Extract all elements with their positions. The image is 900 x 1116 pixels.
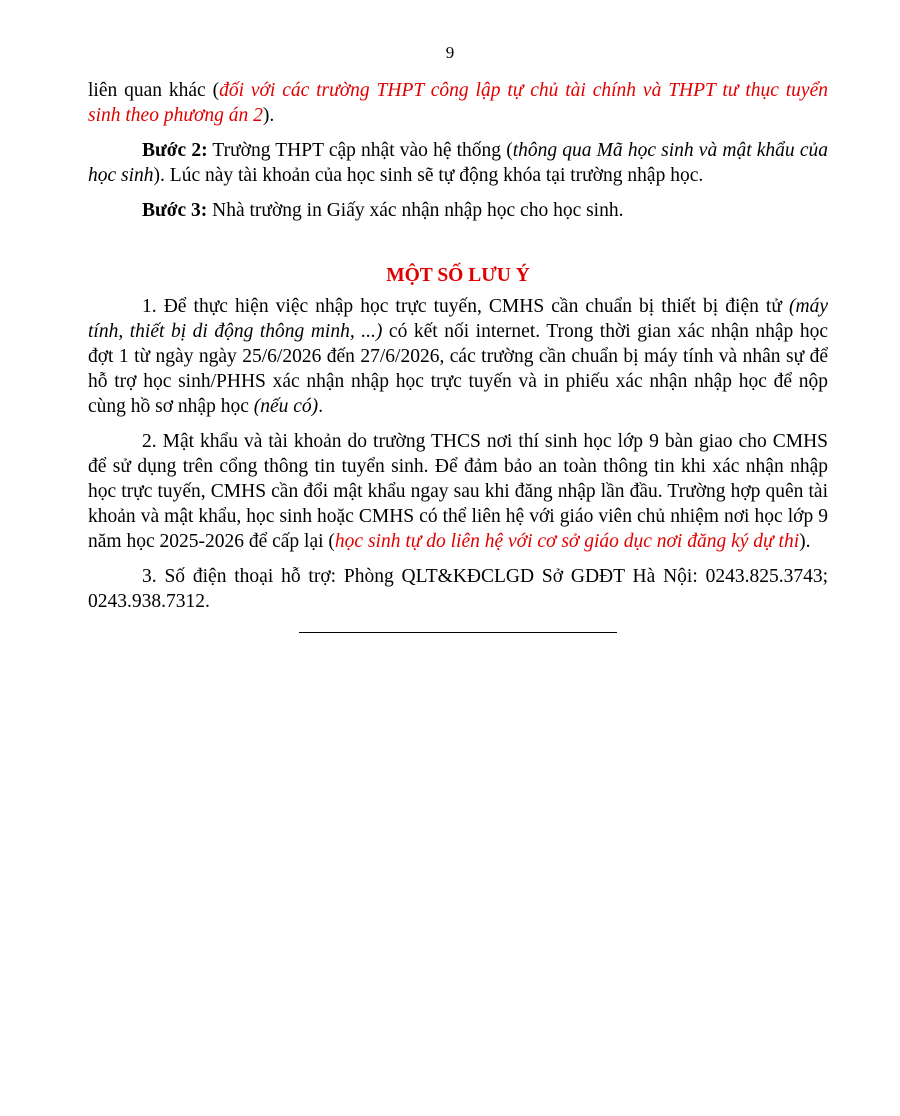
note-1-text-b: có kết nối internet. Trong thời gian xác nhận nhập học đợt 1 từ ngày ngày 25/6/2026 đến 27/6/2026, các trường cần chuẩn bị máy tính và nhân sự để hỗ trợ học sinh/PHHS xác nhận nhập học trực tuyến và in phiếu xác nhận nhập học để nộp cùng hồ sơ nhập học	[88, 321, 828, 417]
step-2-italic: thông qua Mã học sinh và mật khẩu của học sinh	[88, 140, 828, 186]
page-number: 9	[445, 43, 455, 62]
step-3-paragraph	[88, 198, 828, 223]
step-2-paragraph	[88, 138, 828, 188]
note-2-italic: học sinh tự do liên hệ với cơ sở giáo dục nơi đăng ký dự thi	[334, 531, 800, 552]
notes-title: MỘT SỐ LƯU Ý	[386, 265, 530, 286]
note-3-paragraph	[88, 564, 828, 614]
note-2-paragraph	[88, 429, 828, 554]
step-3-text: Nhà trường in Giấy xác nhận nhập học cho học sinh.	[207, 200, 624, 221]
note-3-text: 3. Số điện thoại hỗ trợ: Phòng QLT&KĐCLGD Sở GDĐT Hà Nội: 0243.825.3743; 0243.938.7312.	[88, 566, 828, 612]
step-3-label: Bước 3:	[142, 200, 208, 221]
intro-italic: đối với các trường THPT công lập tự chủ tài chính và THPT tư thục tuyển sinh theo phương án 2	[88, 80, 828, 126]
document-body	[88, 78, 828, 633]
intro-text: liên quan khác (	[88, 80, 220, 101]
end-divider	[299, 632, 617, 633]
note-1-paragraph	[88, 294, 828, 419]
intro-paragraph	[88, 78, 828, 128]
step-2-text: Trường THPT cập nhật vào hệ thống (	[207, 140, 513, 161]
note-1-text-c: .	[318, 396, 324, 417]
step-2-label: Bước 2:	[142, 140, 208, 161]
step-2-tail: ). Lúc này tài khoản của học sinh sẽ tự động khóa tại trường nhập học.	[153, 165, 704, 186]
note-2-text-a: 2. Mật khẩu và tài khoản do trường THCS nơi thí sinh học lớp 9 bàn giao cho CMHS để sử dụng trên cổng thông tin tuyển sinh. Để đảm bảo an toàn thông tin khi xác nhận nhập học trực tuyến, CMHS cần đổi mật khẩu ngay sau khi đăng nhập lần đầu. Trường hợp quên tài khoản và mật khẩu, học sinh hoặc CMHS có thể liên hệ với giáo viên chủ nhiệm nơi học lớp 9 năm học 2025-2026 để cấp lại (	[88, 431, 828, 552]
note-1-italic-1: (máy tính, thiết bị di động thông minh, ...)	[88, 296, 828, 342]
note-1-italic-2: (nếu có)	[253, 396, 319, 417]
note-1-text-a: 1. Để thực hiện việc nhập học trực tuyến, CMHS cần chuẩn bị thiết bị điện tử	[142, 296, 790, 317]
note-2-text-c: ).	[799, 531, 811, 552]
intro-tail: ).	[262, 105, 275, 126]
